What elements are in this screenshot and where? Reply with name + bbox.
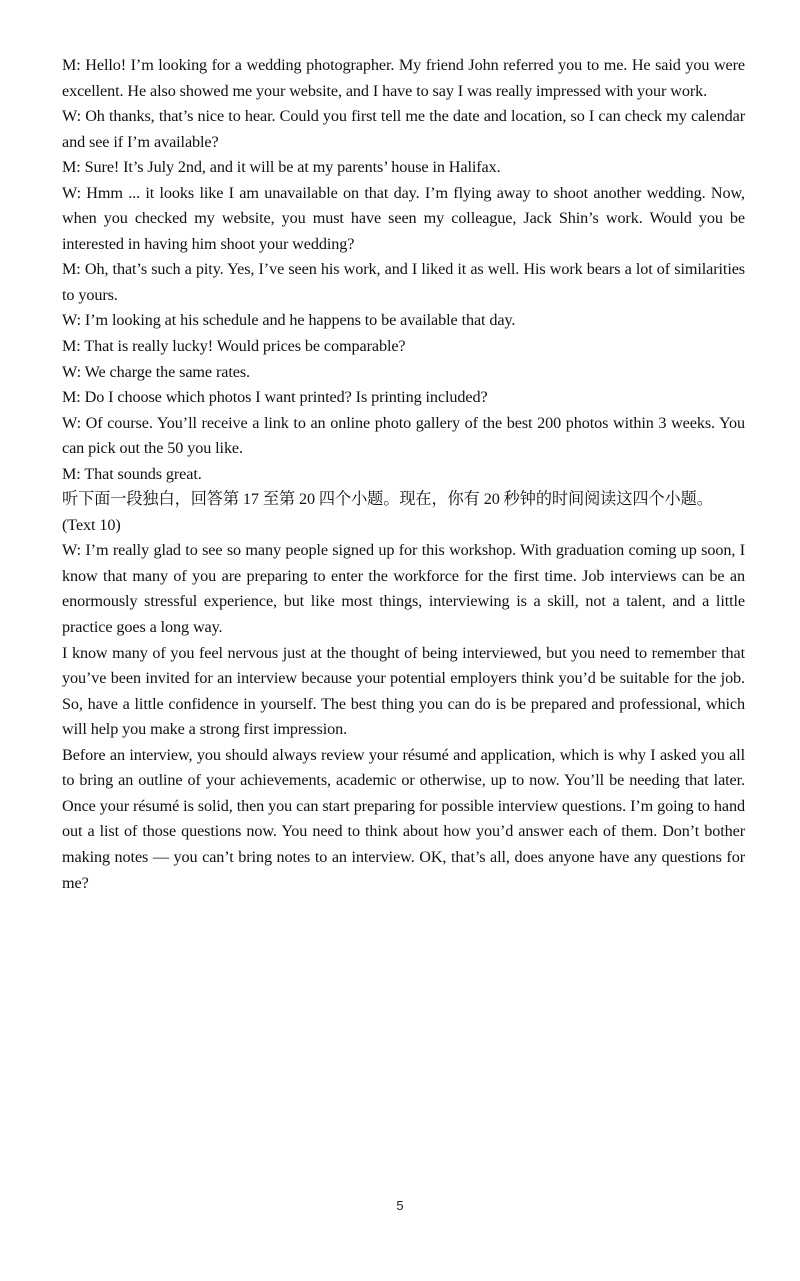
dialogue-line: W: Hmm ... it looks like I am unavailable on that day. I’m flying away to shoot another wedding. Now, when you checked my website, you must have seen my colleague, Jack Shin’s work. Would you be interested in having him shoot your wedding?: [62, 183, 745, 253]
dialogue-line: M: That sounds great.: [62, 464, 202, 483]
dialogue-line: M: Sure! It’s July 2nd, and it will be at my parents’ house in Halifax.: [62, 158, 501, 177]
dialogue-line: M: Do I choose which photos I want printed? Is printing included?: [62, 388, 488, 407]
monologue-paragraph: I know many of you feel nervous just at the thought of being interviewed, but you need to remember that you’ve been invited for an interview because your potential employers think you’d be suitable for the job. So, have a little confidence in yourself. The best thing you can do is be prepared and professional, which will help you make a strong first impression.: [62, 643, 745, 739]
text-label: (Text 10): [62, 515, 121, 534]
dialogue-line: W: Oh thanks, that’s nice to hear. Could you first tell me the date and location, so I can check my calendar and see if I’m available?: [62, 107, 745, 151]
transcript-body: [62, 53, 745, 896]
dialogue-line: M: That is really lucky! Would prices be comparable?: [62, 337, 406, 356]
monologue-paragraph: Before an interview, you should always review your résumé and application, which is why I asked you all to bring an outline of your achievements, academic or otherwise, up to now. You’ll be needing that later. Once your résumé is solid, then you can start preparing for possible interview questions. I’m going to hand out a list of those questions now. You need to think about how you’d answer each of them. Don’t bother making notes — you can’t bring notes to an interview. OK, that’s all, does anyone have any questions for me?: [62, 745, 745, 892]
dialogue-line: W: We charge the same rates.: [62, 362, 250, 381]
dialogue-line: M: Oh, that’s such a pity. Yes, I’ve seen his work, and I liked it as well. His work bears a lot of similarities to yours.: [62, 260, 745, 304]
monologue-paragraph: W: I’m really glad to see so many people signed up for this workshop. With graduation coming up soon, I know that many of you are preparing to enter the workforce for the first time. Job interviews can be an enormously stressful experience, but like most things, interviewing is a skill, not a talent, and a little practice goes a long way.: [62, 541, 745, 637]
dialogue-line: W: I’m looking at his schedule and he happens to be available that day.: [62, 311, 516, 330]
page-number: 5: [396, 1198, 404, 1213]
section-instruction: 听下面一段独白，回答第 17 至第 20 四个小题。现在，你有 20 秒钟的时间阅读这四个小题。: [62, 490, 713, 509]
dialogue-line: M: Hello! I’m looking for a wedding photographer. My friend John referred you to me. He said you were excellent. He also showed me your website, and I have to say I was really impressed with your work.: [62, 56, 745, 100]
dialogue-line: W: Of course. You’ll receive a link to an online photo gallery of the best 200 photos within 3 weeks. You can pick out the 50 you like.: [62, 413, 745, 458]
